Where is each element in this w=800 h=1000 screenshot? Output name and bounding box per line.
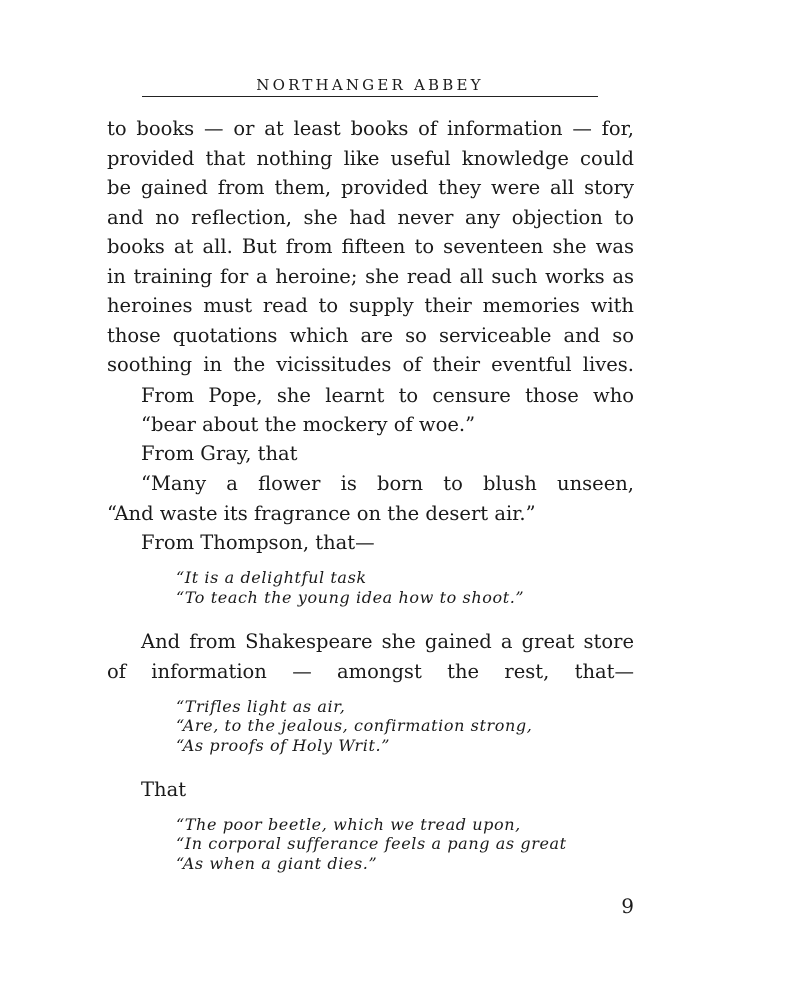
verse-line: “Trifles light as air, [176, 697, 346, 716]
gray-intro: From Gray, that [141, 442, 298, 465]
text-line: those quotations which are so serviceable and so [107, 324, 634, 347]
verse-line: “Are, to the jealous, confirmation strong, [176, 716, 533, 735]
text-line: soothing in the vicissitudes of their eventful lives. [107, 353, 634, 376]
thompson-intro: From Thompson, that— [141, 531, 375, 554]
verse-line: “The poor beetle, which we tread upon, [176, 815, 521, 834]
that-label: That [141, 778, 187, 801]
text-line: and no reflection, she had never any objection to [107, 206, 634, 229]
text-line: provided that nothing like useful knowledge could [107, 147, 634, 170]
verse-line: “As when a giant dies.” [176, 854, 378, 873]
verse-line: “It is a delightful task [176, 568, 367, 587]
page-number: 9 [621, 894, 634, 918]
gray-quote-line-2: “And waste its fragrance on the desert air.” [107, 502, 536, 525]
text-line: in training for a heroine; she read all such works as [107, 265, 634, 288]
shakespeare-intro-line-2: of information — amongst the rest, that— [107, 660, 634, 683]
verse-line: “As proofs of Holy Writ.” [176, 736, 390, 755]
pope-quote: “bear about the mockery of woe.” [141, 413, 476, 436]
shakespeare-intro-line-1: And from Shakespeare she gained a great store [141, 630, 634, 653]
running-header: NORTHANGER ABBEY [142, 76, 598, 97]
text-line: to books — or at least books of information — for, [107, 117, 634, 140]
verse-line: “To teach the young idea how to shoot.” [176, 588, 525, 607]
pope-intro: From Pope, she learnt to censure those who [141, 384, 634, 407]
text-line: be gained from them, provided they were all story [107, 176, 634, 199]
text-line: books at all. But from fifteen to seventeen she was [107, 235, 634, 258]
gray-quote-line-1: “Many a flower is born to blush unseen, [141, 472, 634, 495]
verse-line: “In corporal sufferance feels a pang as great [176, 834, 567, 853]
text-line: heroines must read to supply their memories with [107, 294, 634, 317]
